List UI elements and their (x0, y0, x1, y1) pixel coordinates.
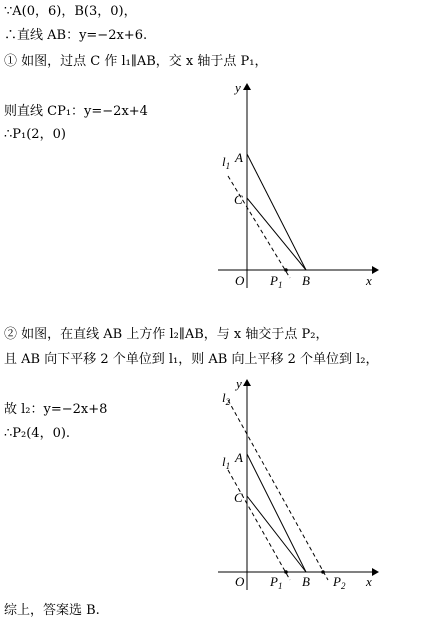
figure-1-svg (210, 78, 390, 298)
figure-1 (210, 78, 390, 298)
figure-2-svg (210, 372, 390, 594)
fig1-label-l1: $l_1$ (222, 154, 231, 171)
fig1-line-AB (247, 154, 306, 270)
fig2-label-C: C (234, 490, 243, 505)
line-case2-intro: ② 如图，在直线 AB 上方作 l₂∥AB，与 x 轴交于点 P₂， (4, 327, 329, 342)
line-l2-equation: 故 l₂：y=−2x+8 (4, 402, 108, 417)
fig2-point-P2 (321, 570, 325, 574)
line-conclusion: 综上，答案选 B. (4, 603, 100, 618)
fig1-label-x: x (366, 273, 372, 288)
line-coords-A-B: ∵A(0，6)，B(3，0)， (4, 4, 137, 19)
line-AB-equation: ∴直线 AB：y=−2x+6. (4, 28, 148, 43)
fig2-label-l1: $l_1$ (222, 454, 231, 471)
fig2-label-x: x (366, 574, 372, 589)
fig1-line-CB (247, 198, 306, 270)
fig2-point-P1 (284, 570, 288, 574)
line-P2-result: ∴P₂(4，0). (4, 426, 71, 441)
fig1-point-P1 (284, 268, 288, 272)
figure-2 (210, 372, 390, 594)
fig2-label-A: A (235, 450, 243, 465)
fig2-line-CB (247, 496, 306, 572)
fig1-label-O: O (235, 273, 245, 288)
line-translation: 且 AB 向下平移 2 个单位到 l₁，则 AB 向上平移 2 个单位到 l₂， (4, 352, 379, 367)
fig2-line-l2 (228, 400, 328, 580)
fig1-label-A: A (235, 150, 243, 165)
line-P1-result: ∴P₁(2，0) (4, 127, 66, 142)
fig1-label-B: B (302, 273, 310, 288)
fig2-line-l1 (228, 470, 290, 580)
fig2-label-y: y (236, 376, 242, 391)
line-case1-intro: ① 如图，过点 C 作 l₁∥AB，交 x 轴于点 P₁， (4, 54, 268, 69)
fig1-label-P1: $P_1$ (270, 273, 283, 290)
fig1-label-y: y (235, 80, 241, 95)
fig1-label-C: C (234, 192, 243, 207)
fig2-label-B: B (302, 574, 310, 589)
line-CP1-equation: 则直线 CP₁：y=−2x+4 (4, 104, 148, 119)
fig2-label-P1: $P_1$ (270, 574, 283, 591)
fig2-label-l2: $l_2$ (222, 390, 231, 407)
fig2-line-AB (247, 454, 306, 572)
fig2-label-O: O (235, 574, 245, 589)
fig2-label-P2: $P_2$ (333, 574, 346, 591)
